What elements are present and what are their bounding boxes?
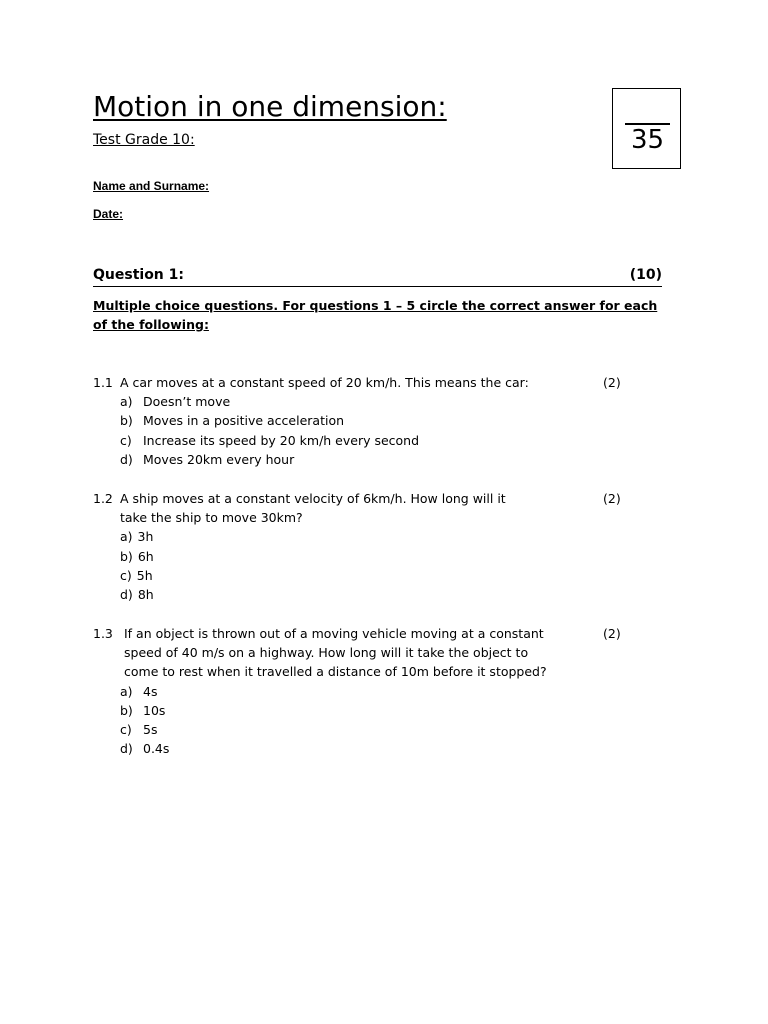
question-number: 1.1 [93, 375, 113, 390]
option-a[interactable] [120, 527, 628, 546]
question-1-instructions: Multiple choice questions. For questions 1 – 5 circle the correct answer for each of the following: [93, 298, 658, 332]
option-label: c) [120, 432, 132, 448]
question-1-marks: (10) [629, 267, 662, 283]
option-b[interactable] [120, 547, 628, 566]
option-label: d) [120, 586, 133, 602]
question-marks: (2) [603, 491, 621, 506]
answer-options [120, 392, 628, 469]
option-label: c) [120, 721, 132, 737]
answer-options [120, 527, 628, 604]
option-text: 0.4s [143, 741, 170, 757]
option-label: a) [120, 394, 133, 410]
option-label: b) [120, 548, 133, 564]
question-text: A car moves at a constant speed of 20 km/h. This means the car: [120, 375, 529, 390]
option-a[interactable] [120, 392, 628, 411]
date-label: Date: [93, 207, 124, 221]
question-1-3 [93, 624, 628, 758]
option-label: a) [120, 529, 133, 545]
question-marks: (2) [603, 626, 621, 641]
question-number: 1.3 [93, 626, 113, 641]
option-c[interactable] [120, 431, 628, 450]
option-text: 5h [136, 567, 153, 583]
option-text: 10s [143, 702, 166, 718]
option-text: Moves 20km every hour [143, 451, 295, 467]
option-c[interactable] [120, 720, 628, 739]
question-number: 1.2 [93, 491, 113, 506]
question-1-2 [93, 489, 628, 604]
score-box [612, 88, 681, 169]
option-label: d) [120, 451, 133, 467]
option-label: a) [120, 683, 133, 699]
option-a[interactable] [120, 682, 628, 701]
option-label: c) [120, 567, 132, 583]
option-text: 3h [137, 529, 154, 545]
question-marks: (2) [603, 375, 621, 390]
option-b[interactable] [120, 411, 628, 430]
option-text: 5s [143, 721, 158, 737]
score-total: 35 [630, 125, 665, 155]
option-text: Doesn’t move [143, 394, 231, 410]
question-text: A ship moves at a constant velocity of 6km/h. How long will it take the ship to move 30km? [120, 491, 506, 526]
option-label: b) [120, 702, 133, 718]
option-text: 6h [137, 548, 154, 564]
option-label: b) [120, 413, 133, 429]
option-b[interactable] [120, 701, 628, 720]
page-title: Motion in one dimension: [93, 90, 447, 123]
option-text: Increase its speed by 20 km/h every second [143, 432, 420, 448]
option-text: Moves in a positive acceleration [143, 413, 345, 429]
question-1-header [93, 266, 662, 287]
option-label: d) [120, 741, 133, 757]
question-1-1 [93, 373, 628, 469]
option-d[interactable] [120, 450, 628, 469]
option-c[interactable] [120, 566, 628, 585]
page-subtitle: Test Grade 10: [93, 132, 195, 148]
option-d[interactable] [120, 585, 628, 604]
question-text: If an object is thrown out of a moving vehicle moving at a constant speed of 40 m/s on a highway. How long will it take the object to come to rest when it travelled a distance of 10m before it stopped? [124, 626, 547, 680]
question-1-title: Question 1: [93, 267, 184, 283]
option-text: 8h [137, 586, 154, 602]
option-d[interactable] [120, 739, 628, 758]
name-surname-label: Name and Surname: [93, 179, 210, 193]
answer-options [120, 682, 628, 759]
option-text: 4s [143, 683, 158, 699]
